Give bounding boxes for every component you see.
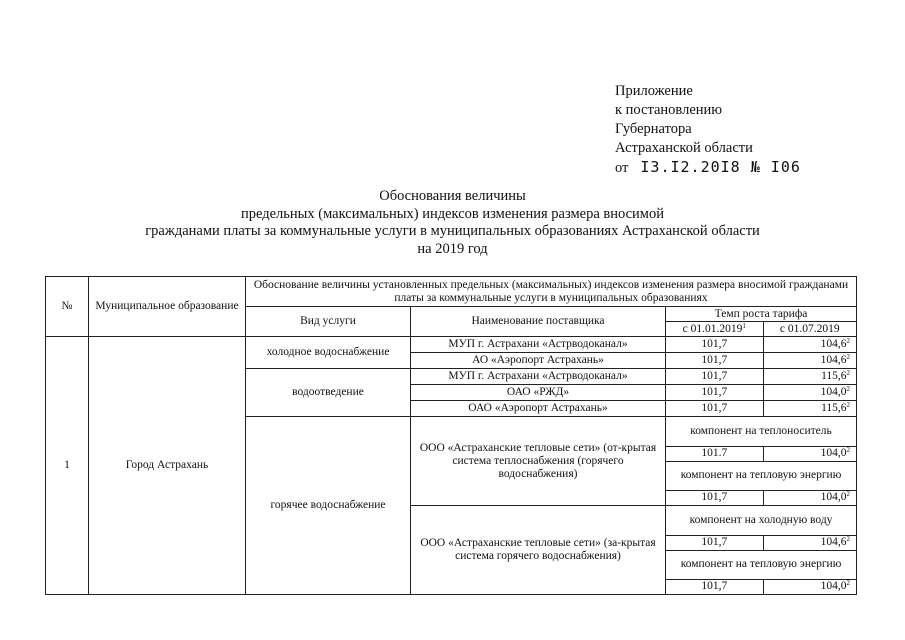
header-growth: Темп роста тарифа bbox=[666, 307, 857, 322]
component-value-jan: 101.7 bbox=[666, 446, 763, 461]
appendix-date bbox=[615, 158, 801, 178]
supplier-hot-open: ООО «Астраханские тепловые сети» (от-крытая система теплоснабжения (горячего водоснабжения) bbox=[411, 417, 666, 506]
supplier-cell: АО «Аэропорт Астрахань» bbox=[411, 353, 666, 369]
value-jan: 101,7 bbox=[666, 385, 764, 401]
value-jul: 104,0$^2$ bbox=[763, 385, 857, 401]
supplier-cell: МУП г. Астрахани «Астрводоканал» bbox=[411, 369, 666, 385]
title-line-1: Обоснования величины bbox=[379, 188, 526, 204]
value-jan: 101,7 bbox=[666, 401, 764, 417]
value-jul: 104,6$^2$ bbox=[763, 353, 857, 369]
title-line-3: гражданами платы за коммунальные услуги в муниципальных образованиях Астраханской области bbox=[145, 223, 760, 239]
header-municipality: Муниципальное образование bbox=[89, 277, 246, 337]
supplier-cell: ОАО «РЖД» bbox=[411, 385, 666, 401]
document-title bbox=[0, 188, 905, 258]
row-number: 1 bbox=[46, 337, 89, 595]
date-stamp: I3.I2.20I8 № I06 bbox=[640, 158, 801, 176]
component-value-jul: 104,0$^2$ bbox=[763, 446, 856, 461]
component-value-jul: 104,0$^2$ bbox=[820, 490, 851, 504]
appendix-line-1: Приложение bbox=[615, 83, 693, 99]
component-label: компонент на холодную воду bbox=[666, 506, 856, 535]
appendix-line-2: к постановлению bbox=[615, 102, 723, 118]
value-jul: 115,6$^2$ bbox=[763, 369, 857, 385]
date-prefix: от bbox=[615, 160, 629, 176]
title-line-2: предельных (максимальных) индексов изменения размера вносимой bbox=[240, 205, 664, 222]
value-jan: 101,7 bbox=[666, 337, 764, 353]
value-jul: 104,6$^2$ bbox=[763, 337, 857, 353]
supplier-hot-closed: ООО «Астраханские тепловые сети» (за-крытая система горячего водоснабжения) bbox=[411, 506, 666, 595]
header-justification: Обоснование величины установленных предельных (максимальных) индексов изменения размера вносимой гражданами платы за коммунальные услуги в муниципальных образованиях bbox=[246, 277, 857, 307]
hot-closed-components bbox=[666, 506, 857, 595]
header-supplier: Наименование поставщика bbox=[411, 307, 666, 337]
header-num: № bbox=[46, 277, 89, 337]
value-jan: 101,7 bbox=[666, 369, 764, 385]
supplier-cell: МУП г. Астрахани «Астрводоканал» bbox=[411, 337, 666, 353]
service-cold-water: холодное водоснабжение bbox=[246, 337, 411, 369]
component-value-jan: 101,7 bbox=[666, 535, 763, 550]
service-hot-water: горячее водоснабжение bbox=[246, 417, 411, 595]
component-value-jul: 104,0$^2$ bbox=[820, 579, 851, 593]
service-drainage: водоотведение bbox=[246, 369, 411, 417]
appendix-block bbox=[615, 82, 801, 178]
appendix-line-4: Астраханской области bbox=[615, 140, 753, 156]
value-jul: 115,6$^2$ bbox=[763, 401, 857, 417]
value-jan: 101,7 bbox=[666, 353, 764, 369]
supplier-cell: ОАО «Аэропорт Астрахань» bbox=[411, 401, 666, 417]
component-value-jul: 104,6$^2$ bbox=[763, 535, 856, 550]
component-value-jan: 101,7 bbox=[666, 490, 763, 505]
header-from-jul: с 01.07.2019 bbox=[763, 322, 857, 337]
component-label: компонент на тепловую энергию bbox=[666, 461, 856, 490]
tariff-table bbox=[45, 276, 857, 595]
component-label: компонент на тепловую энергию bbox=[666, 550, 856, 579]
header-from-jan: с 01.01.2019$^1$ bbox=[666, 322, 764, 337]
hot-open-components bbox=[666, 417, 857, 506]
appendix-line-3: Губернатора bbox=[615, 121, 692, 137]
component-value-jan: 101,7 bbox=[666, 579, 763, 594]
title-line-4: на 2019 год bbox=[417, 240, 488, 257]
component-label: компонент на теплоноситель bbox=[666, 417, 856, 446]
header-service: Вид услуги bbox=[246, 307, 411, 337]
municipality-name: Город Астрахань bbox=[89, 337, 246, 595]
